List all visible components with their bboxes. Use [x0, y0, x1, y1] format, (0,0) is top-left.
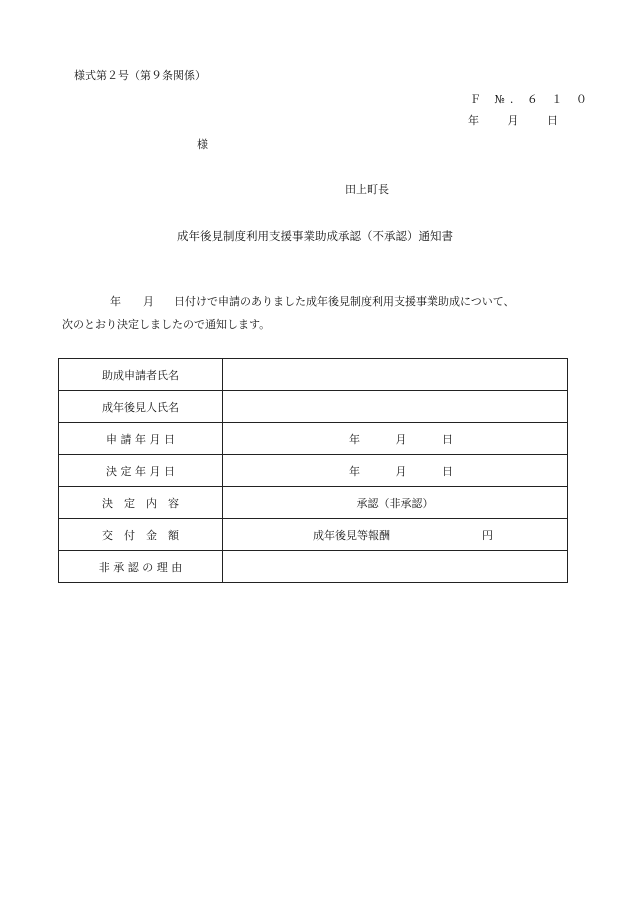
date-day: 日 — [442, 432, 453, 446]
rejection-reason-field[interactable] — [223, 551, 568, 583]
row-label-decision: 決 定 内 容 — [59, 487, 223, 519]
decision-content-field[interactable]: 承認（非承認） — [223, 487, 568, 519]
date-year: 年 — [349, 432, 360, 446]
file-number: Ｆ №. ６ １ ０ — [470, 93, 592, 106]
date-day: 日 — [442, 464, 453, 478]
amount-label: 成年後見等報酬 — [313, 528, 390, 542]
body-line-1 — [110, 293, 515, 309]
guardian-name-field[interactable] — [223, 391, 568, 423]
decision-date-field[interactable] — [223, 455, 568, 487]
table-row — [59, 455, 568, 487]
row-label-amount: 交 付 金 額 — [59, 519, 223, 551]
table-row — [59, 391, 568, 423]
body-line-2: 次のとおり決定しましたので通知します。 — [62, 318, 271, 331]
issue-date-year: 年 — [468, 114, 479, 127]
row-label-guardian: 成年後見人氏名 — [59, 391, 223, 423]
row-label-rejection-reason: 非 承 認 の 理 由 — [59, 551, 223, 583]
form-number: 様式第２号（第９条関係） — [74, 69, 206, 82]
addressee-honorific: 様 — [197, 138, 208, 151]
table-row — [59, 359, 568, 391]
row-label-decision-date: 決 定 年 月 日 — [59, 455, 223, 487]
table-row — [59, 487, 568, 519]
body-text: 日付けで申請のありました成年後見制度利用支援事業助成について、 — [174, 295, 515, 308]
body-month: 月 — [143, 295, 154, 308]
decision-table — [58, 358, 568, 583]
date-year: 年 — [349, 464, 360, 478]
amount-unit: 円 — [482, 528, 493, 542]
issue-date — [468, 112, 558, 128]
document-title: 成年後見制度利用支援事業助成承認（不承認）通知書 — [177, 229, 453, 243]
body-year: 年 — [110, 295, 121, 308]
issuer-name: 田上町長 — [345, 183, 389, 196]
application-date-field[interactable] — [223, 423, 568, 455]
issue-date-month: 月 — [507, 114, 519, 127]
row-label-application-date: 申 請 年 月 日 — [59, 423, 223, 455]
row-label-applicant: 助成申請者氏名 — [59, 359, 223, 391]
table-row — [59, 551, 568, 583]
date-month: 月 — [395, 432, 407, 446]
table-row — [59, 423, 568, 455]
applicant-name-field[interactable] — [223, 359, 568, 391]
table-row — [59, 519, 568, 551]
issue-date-day: 日 — [547, 114, 558, 127]
date-month: 月 — [395, 464, 407, 478]
amount-field[interactable] — [223, 519, 568, 551]
